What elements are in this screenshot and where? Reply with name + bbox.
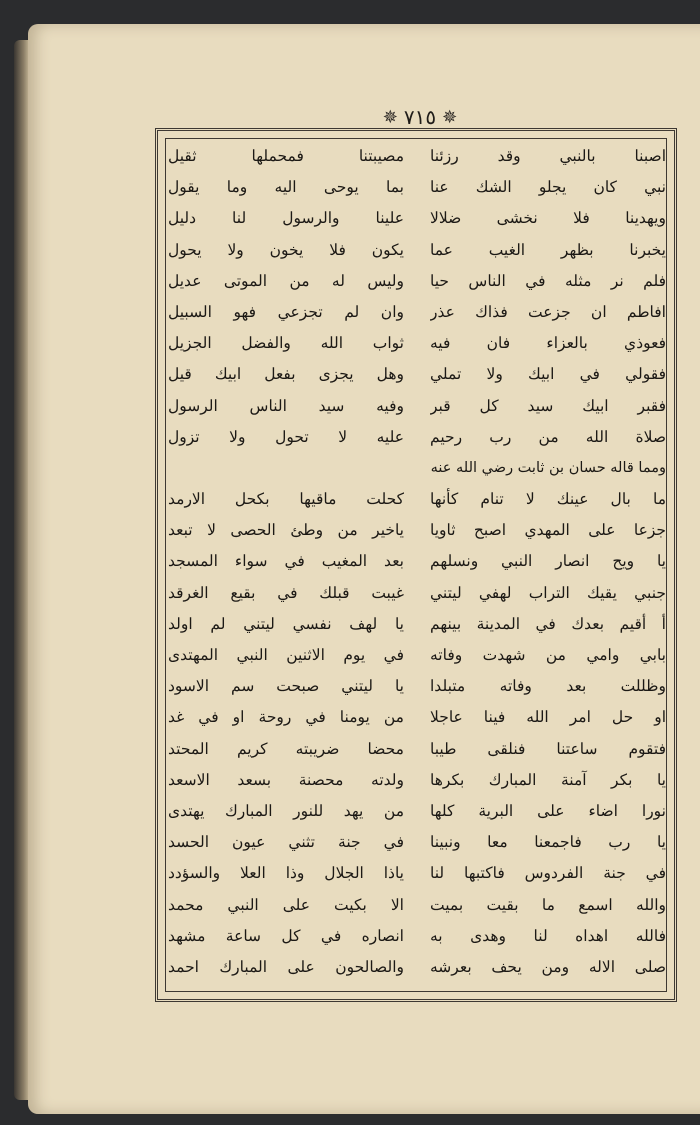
verse-right-line: يخبرنا بظهر الغيب عما (430, 240, 666, 259)
verse-left-line: ولدته محصنة بسعد الاسعد (168, 770, 404, 789)
verse-left-line: وان لم تجزعي فهو السبيل (168, 302, 404, 321)
verse-right-line: نورا اضاء على البرية كلها (430, 801, 666, 820)
flourish-ornament-right: ✵ (382, 106, 398, 128)
verse-left-line: وفيه سيد الناس الرسول (168, 396, 404, 415)
verse-right-line: جزعا على المهدي اصبح ثاويا (430, 521, 666, 540)
verse-left-line: علينا والرسول لنا دليل (168, 209, 404, 228)
left-column (168, 141, 404, 989)
verse-right-line: فقولي في ابيك ولا تملي (430, 365, 666, 384)
verse-right-line: صلى الاله ومن يحف بعرشه (430, 957, 666, 976)
verse-left-line: انصاره في كل ساعة مشهد (168, 926, 404, 945)
verse-right-line: بابي وامي من شهدت وفاته (430, 646, 666, 664)
verse-right-line: أ أقيم بعدك في المدينة بينهم (430, 614, 666, 633)
verse-left-line: ياذا الجلال وذا العلا والسؤدد (168, 864, 404, 883)
verse-right-line: في جنة الفردوس فاكتبها لنا (430, 864, 666, 883)
text-frame (155, 128, 677, 1002)
flourish-ornament-left: ✵ (442, 106, 458, 128)
verse-left-line: عليه لا تحول ولا تزول (168, 427, 404, 446)
verse-left-line: وهل يجزى بفعل ابيك قيل (168, 365, 404, 384)
verse-right-line: نبي كان يجلو الشك عنا (430, 178, 666, 197)
verse-right-line: افاطم ان جزعت فذاك عذر (430, 302, 666, 321)
verse-right-line: جنبي يقيك التراب لهفي ليتني (430, 583, 666, 602)
verse-right-line: فقبر ابيك سيد كل قبر (430, 396, 666, 415)
verse-left-line: محضا ضريبته كريم المحتد (168, 739, 404, 758)
verse-left-line: بما يوحى اليه وما يقول (168, 178, 404, 197)
verse-right-line: يا بكر آمنة المبارك بكرها (430, 770, 666, 789)
verse-left-line: في جنة تثني عيون الحسد (168, 833, 404, 852)
verse-left-line: مصيبتنا فمحملها ثقيل (168, 147, 404, 165)
verse-left-line (168, 453, 404, 484)
verse-right-line: والله اسمع ما بقيت بميت (430, 895, 666, 914)
verse-right-line: فالله اهداه لنا وهدى به (430, 926, 666, 945)
verse-right-line: فلم نر مثله في الناس حيا (430, 271, 666, 290)
verse-left-line: يا لهف نفسي ليتني لم اولد (168, 614, 404, 633)
verse-left-line: يكون فلا يخون ولا يحول (168, 240, 404, 259)
verse-left-line: يا ليتني صبحت سم الاسود (168, 677, 404, 696)
verse-right-line: يا رب فاجمعنا معا ونبينا (430, 833, 666, 852)
verse-left-line: في يوم الاثنين النبي المهتدى (168, 646, 404, 664)
verse-right-line: ومما قاله حسان بن ثابت رضي الله عنه (430, 459, 666, 476)
verse-left-line: ثواب الله والفضل الجزيل (168, 334, 404, 353)
verse-left-line: غيبت قبلك في بقيع الغرقد (168, 583, 404, 602)
verse-right-line: فتقوم ساعتنا فنلقى طيبا (430, 739, 666, 758)
verse-left-line: بعد المغيب في سواء المسجد (168, 552, 404, 571)
verse-right-line: اصبنا بالنبي وقد رزئنا (430, 147, 666, 165)
verse-right-line: يا ويح انصار النبي ونسلهم (430, 552, 666, 571)
verse-left-line: كحلت ماقيها بكحل الارمد (168, 490, 404, 509)
right-column (430, 141, 666, 989)
verse-right-line: فعوذي بالعزاء فان فيه (430, 334, 666, 353)
page-number: ٧١٥ (403, 105, 437, 129)
verse-right-line: ما بال عينك لا تنام كأنها (430, 490, 666, 509)
verse-left-line: ياخير من وطئ الحصى لا تبعد (168, 521, 404, 540)
verse-left-line: من يهد للنور المبارك يهتدى (168, 801, 404, 820)
verse-right-line: ويهدينا فلا نخشى ضلالا (430, 209, 666, 228)
verse-left-line: الا بكيت على النبي محمد (168, 895, 404, 914)
verse-right-line: وظللت بعد وفاته متبلدا (430, 677, 666, 696)
verse-left-line: وليس له من الموتى عديل (168, 271, 404, 290)
verse-right-line: صلاة الله من رب رحيم (430, 427, 666, 446)
verse-left-line: من يومنا في روحة او في غد (168, 708, 404, 727)
verse-right-line: او حل امر الله فينا عاجلا (430, 708, 666, 727)
verse-left-line: والصالحون على المبارك احمد (168, 957, 404, 976)
